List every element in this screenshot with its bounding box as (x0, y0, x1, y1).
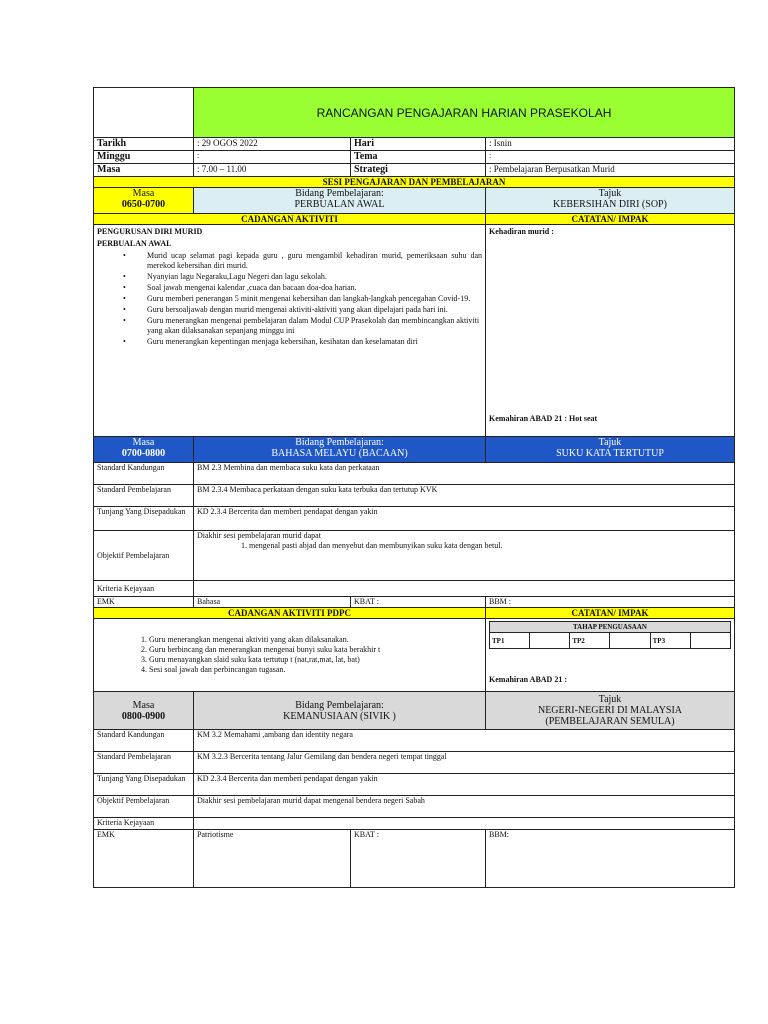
s3-masa-value: 0800-0900 (121, 710, 166, 722)
tarikh-label: Tarikh (94, 138, 194, 151)
tahap-heading: TAHAP PENGUASAAN (490, 622, 731, 633)
s3-bbm-label: BBM: (486, 830, 735, 888)
masa-value: : 7.00 – 11.00 (194, 164, 351, 177)
s2-masa (94, 437, 194, 463)
s2-obj-body (194, 531, 735, 581)
s2-activity-list (97, 635, 482, 675)
tp1-value (530, 633, 570, 649)
s1-sub1: PENGURUSAN DIRI MURID (97, 227, 203, 236)
tp3-value (690, 633, 730, 649)
s2-kk-value (194, 581, 735, 597)
s1-bidang-value: PERBUALAN AWAL (294, 199, 385, 210)
s3-sk-value: KM 3.2 Memahami ,ambang dan identity negara (194, 730, 735, 752)
s1-masa (94, 188, 194, 214)
s3-emk-label: EMK (94, 830, 194, 888)
s2-tajuk-value: SUKU KATA TERTUTUP (556, 448, 664, 459)
s3-tajuk-value: NEGERI-NEGERI DI MALAYSIA (537, 705, 683, 716)
s2-kbat-label: KBAT : (351, 597, 486, 608)
s2-ty-label: Tunjang Yang Disepadukan (94, 507, 194, 531)
tp1-label: TP1 (490, 633, 530, 649)
s2-ty-value: KD 2.3.4 Bercerita dan memberi pendapat dengan yakin (194, 507, 735, 531)
s2-sk-label: Standard Kandungan (94, 463, 194, 485)
s3-bidang-label: Bidang Pembelajaran: (295, 699, 384, 711)
s1-tajuk-label: Tajuk (598, 188, 622, 199)
s2-masa-value: 0700-0800 (121, 448, 166, 459)
s2-emk-label: EMK (94, 597, 194, 608)
s2-emk-value: Bahasa (194, 597, 351, 608)
lesson-plan-table (93, 87, 735, 888)
tp2-label: TP2 (570, 633, 610, 649)
s3-tajuk-label: Tajuk (598, 694, 622, 705)
s1-aktiviti-body (94, 225, 486, 437)
tema-label: Tema (351, 151, 486, 164)
logo-cell (94, 88, 194, 138)
s1-kehadiran: Kehadiran murid : (489, 227, 554, 236)
s3-bidang (194, 692, 486, 730)
tp2-value (610, 633, 650, 649)
strategi-value: : Pembelajaran Berpusatkan Murid (486, 164, 735, 177)
s3-kbat-label: KBAT : (351, 830, 486, 888)
s2-aktiviti-heading: CADANGAN AKTIVITI PDPC (94, 608, 486, 619)
s1-bidang-label: Bidang Pembelajaran: (295, 188, 384, 199)
s3-emk-value: Patriotisme (194, 830, 351, 888)
minggu-value: : (194, 151, 351, 164)
s1-aktiviti-heading: CADANGAN AKTIVITI (94, 214, 486, 225)
s1-masa-value: 0650-0700 (121, 199, 166, 210)
s3-obj-value: Diakhir sesi pembelajaran murid dapat mengenal bendera negeri Sabah (194, 796, 735, 818)
s2-tajuk-label: Tajuk (598, 437, 622, 448)
s1-tajuk (486, 188, 735, 214)
list-item: 4. Sesi soal jawab dan perbincangan tugasan. (149, 665, 482, 675)
list-item: • Guru bersoaljawab dengan murid mengenai aktiviti-aktiviti yang akan dipelajari pada hari ini. (147, 305, 482, 315)
s1-catatan-heading: CATATAN/ IMPAK (486, 214, 735, 225)
s2-tajuk (486, 437, 735, 463)
s2-bbm-label: BBM : (486, 597, 735, 608)
s2-sp-value: BM 2.3.4 Membaca perkataan dengan suku kata terbuka dan tertutup KVK (194, 485, 735, 507)
list-item: 1. mengenal pasti abjad dan menyebut dan membunyikan suku kata dengan betul. (249, 541, 731, 551)
s2-obj-list (197, 541, 731, 551)
s3-sp-label: Standard Pembelajaran (94, 752, 194, 774)
s3-tajuk-value2: (PEMBELAJARAN SEMULA) (545, 716, 675, 727)
s3-bidang-value: KEMANUSIAAN (SIVIK ) (283, 710, 396, 722)
list-item: • Guru menerangkan kepentingan menjaga kebersihan, kesihatan dan keselamatan diri (147, 337, 482, 347)
list-item: • Soal jawab mengenai kalendar ,cuaca dan bacaan doa-doa harian. (147, 283, 482, 293)
s2-aktiviti-body (94, 619, 486, 692)
s1-catatan-body (486, 225, 735, 437)
minggu-label: Minggu (94, 151, 194, 164)
s3-masa (94, 692, 194, 730)
session-heading: SESI PENGAJARAN DAN PEMBELAJARAN (94, 177, 735, 188)
s3-masa-label: Masa (132, 699, 155, 711)
s2-sp-label: Standard Pembelajaran (94, 485, 194, 507)
s1-tajuk-value: KEBERSIHAN DIRI (SOP) (553, 199, 667, 210)
s3-obj-label: Objektif Pembelajaran (94, 796, 194, 818)
s2-bidang (194, 437, 486, 463)
s1-bullet-list (97, 251, 482, 347)
page-title: RANCANGAN PENGAJARAN HARIAN PRASEKOLAH (194, 88, 735, 138)
s3-tajuk (486, 692, 735, 730)
list-item: 2. Guru berbincang dan menerangkan mengenai bunyi suku kata berakhir t (149, 645, 482, 655)
tema-value: : (486, 151, 735, 164)
tarikh-value: : 29 OGOS 2022 (194, 138, 351, 151)
s2-obj-label: Objektif Pembelajaran (94, 531, 194, 581)
list-item: • Nyanyian lagu Negaraku,Lagu Negeri dan lagu sekolah. (147, 272, 482, 282)
tahap-table (489, 621, 731, 649)
s1-kemahiran: Kemahiran ABAD 21 : Hot seat (489, 414, 598, 423)
s2-kk-label: Kriteria Kejayaan (94, 581, 194, 597)
s2-catatan-body (486, 619, 735, 692)
s3-sp-value: KM 3.2.3 Bercerita tentang Jalur Gemilang dan bendera negeri tempat tinggal (194, 752, 735, 774)
s1-bidang (194, 188, 486, 214)
hari-label: Hari (351, 138, 486, 151)
s3-ty-label: Tunjang Yang Disepadukan (94, 774, 194, 796)
s1-sub2: PERBUALAN AWAL (97, 239, 172, 248)
s3-ty-value: KD 2.3.4 Bercerita dan memberi pendapat dengan yakin (194, 774, 735, 796)
lesson-plan (93, 87, 734, 888)
s2-kemahiran: Kemahiran ABAD 21 : (489, 675, 567, 684)
s3-kk-value (194, 818, 735, 830)
s2-bidang-label: Bidang Pembelajaran: (295, 437, 384, 448)
s2-catatan-heading: CATATAN/ IMPAK (486, 608, 735, 619)
list-item: • Murid ucap selamat pagi kepada guru , guru mengambil kehadiran murid, pemeriksaan suhu dan merekod kebersihan diri murid. (147, 251, 482, 271)
list-item: • Guru memberi penerangan 5 minit mengenai kebersihan dan langkah-langkah pencegahan Covid-19. (147, 294, 482, 304)
s2-masa-label: Masa (132, 437, 155, 448)
list-item: • Guru menerangkan mengenai pembelajaran dalam Modul CUP Prasekolah dan membincangkan aktiviti yang akan dilaksanakan sepanjang minggu ini (147, 316, 482, 336)
strategi-label: Strategi (351, 164, 486, 177)
masa-label: Masa (94, 164, 194, 177)
s2-obj-intro: Diakhir sesi pembelajaran murid dapat (197, 531, 321, 540)
tp3-label: TP3 (650, 633, 690, 649)
hari-value: : Isnin (486, 138, 735, 151)
s2-sk-value: BM 2.3 Membina dan membaca suku kata dan perkataan (194, 463, 735, 485)
s2-bidang-value: BAHASA MELAYU (BACAAN) (271, 448, 408, 459)
s3-sk-label: Standard Kandungan (94, 730, 194, 752)
s3-kk-label: Kriteria Kejayaan (94, 818, 194, 830)
s1-masa-label: Masa (132, 188, 155, 199)
list-item: 3. Guru menayangkan slaid suku kata tertutup t (nat,rat,mat, lat, bat) (149, 655, 482, 665)
list-item: 1. Guru menerangkan mengenai aktiviti yang akan dilaksanakan. (149, 635, 482, 645)
